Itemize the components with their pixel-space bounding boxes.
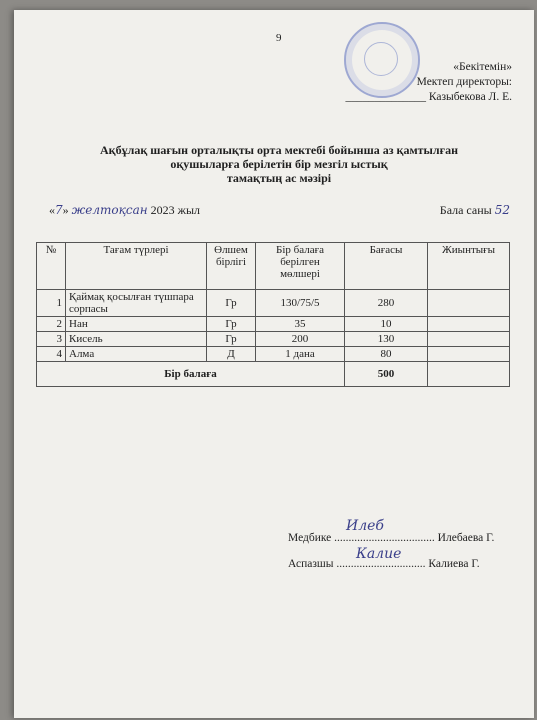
children-count-value: 52	[494, 203, 510, 217]
header-unit: Өлшем бірлігі	[207, 243, 256, 290]
cook-signature: Калие	[356, 546, 402, 562]
children-count: Бала саны 52	[439, 203, 510, 217]
total-value: 500	[345, 362, 428, 387]
date-day: 7	[55, 203, 63, 217]
approval-position: Мектеп директоры:	[416, 76, 512, 88]
official-stamp	[344, 22, 420, 98]
page-number: 9	[276, 32, 282, 44]
header-portion: Бір балаға берілген мөлшері	[256, 243, 345, 290]
nurse-name: Илебаева Г.	[437, 532, 495, 544]
cook-signature-line: Аспазшы ............................... Калиева Г.	[288, 558, 480, 570]
header-dish: Тағам түрлері	[66, 243, 207, 290]
date-month: желтоқсан	[71, 203, 148, 217]
table-row: 2 Нан Гр 35 10	[37, 317, 510, 332]
table-row: 1 Қаймақ қосылған түшпара сорпасы Гр 130/75/5 280	[37, 290, 510, 317]
document-title-line2: оқушыларға берілетін бір мезгіл ыстық	[170, 157, 388, 171]
nurse-signature-line: Медбике ................................... Илебаева Г.	[288, 532, 495, 544]
menu-date: «7» желтоқсан 2023 жыл	[49, 203, 201, 217]
table-row: 4 Алма Д 1 дана 80	[37, 347, 510, 362]
table-header-row	[37, 243, 510, 290]
header-total: Жиынтығы	[428, 243, 510, 290]
cook-name: Калиева Г.	[428, 558, 480, 570]
nurse-label: Медбике	[288, 532, 332, 544]
header-number: №	[37, 243, 66, 290]
document-title-line3: тамақтың ас мәзірі	[226, 171, 332, 185]
document-page	[14, 10, 534, 718]
approval-title: «Бекітемін»	[453, 61, 512, 73]
nurse-signature: Илеб	[346, 518, 384, 534]
table-row: 3 Кисель Гр 200 130	[37, 332, 510, 347]
header-price: Бағасы	[345, 243, 428, 290]
document-title-line1: Ақбұлақ шағын орталықты орта мектебі бойынша аз қамтылған	[100, 143, 458, 157]
cook-label: Аспазшы	[288, 558, 334, 570]
total-label: Бір балаға	[37, 362, 345, 387]
menu-table	[36, 242, 510, 387]
table-total-row	[37, 362, 510, 387]
approval-director: ______________ Казыбекова Л. Е.	[345, 91, 512, 103]
